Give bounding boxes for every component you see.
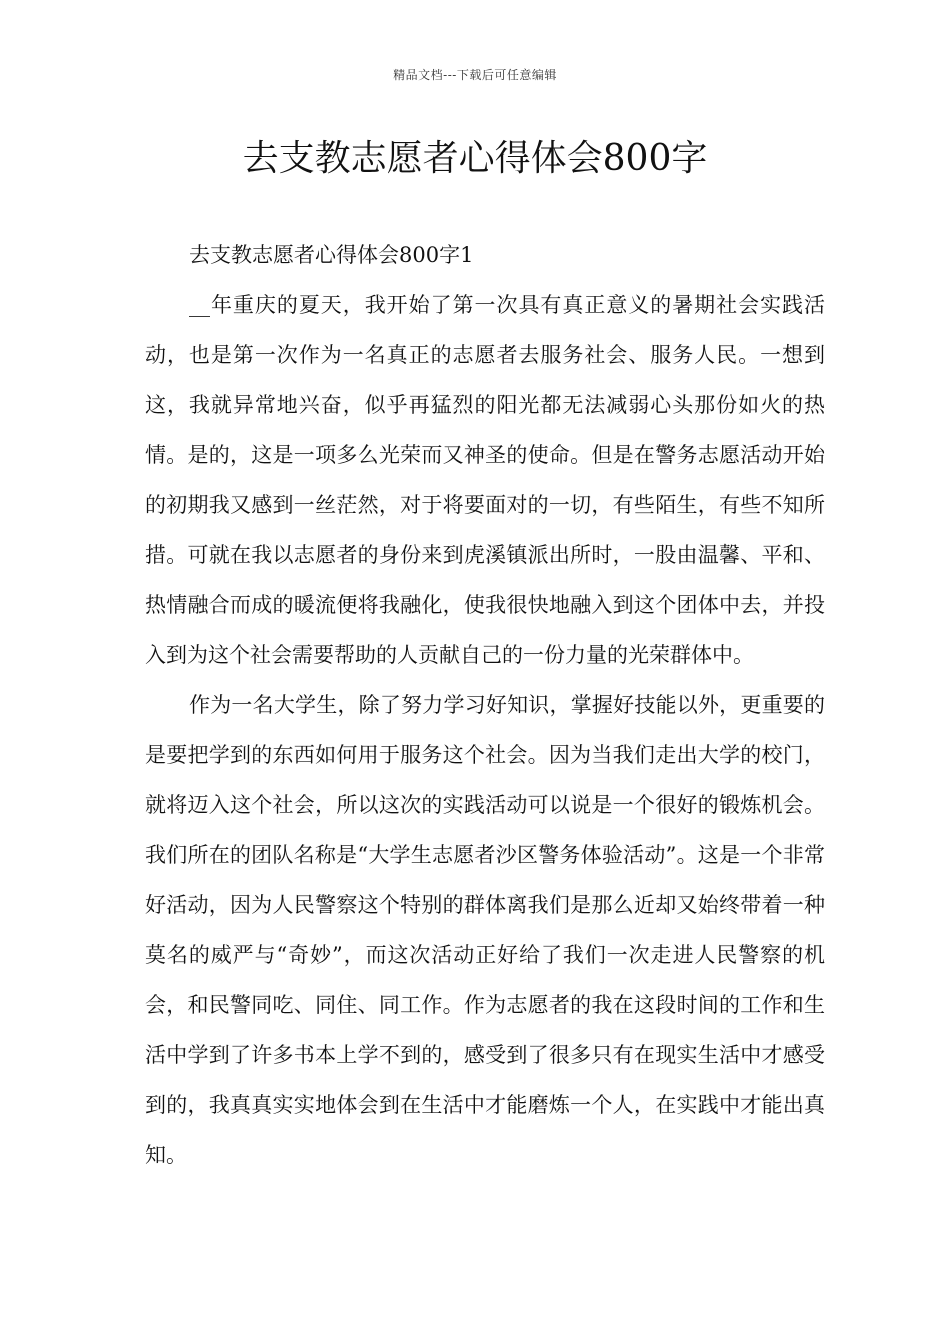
section-title: 去支教志愿者心得体会800字1 <box>189 243 474 267</box>
header-note: 精品文档---下载后可任意编辑 <box>393 68 557 82</box>
paragraph-1: __年重庆的夏天，我开始了第一次具有真正意义的暑期社会实践活动，也是第一次作为一名真正的志愿者去服务社会、服务人民。一想到这，我就异常地兴奋，似乎再猛烈的阳光都无法减弱心头那份如火的热情。是的，这是一项多么光荣而又神圣的使命。但是在警务志愿活动开始的初期我又感到一丝茫然，对于将要面对的一切，有些陌生，有些不知所措。可就在我以志愿者的身份来到虎溪镇派出所时，一股由温馨、平和、热情融合而成的暖流便将我融化，使我很快地融入到这个团体中去，并投入到为这个社会需要帮助的人贡献自己的一份力量的光荣群体中。 <box>145 293 825 667</box>
document-title: 去支教志愿者心得体会800字 <box>242 138 708 179</box>
paragraph-2: 作为一名大学生，除了努力学习好知识，掌握好技能以外，更重要的是要把学到的东西如何用于服务这个社会。因为当我们走出大学的校门，就将迈入这个社会，所以这次的实践活动可以说是一个很好的锻炼机会。我们所在的团队名称是“大学生志愿者沙区警务体验活动”。这是一个非常好活动，因为人民警察这个特别的群体离我们是那么近却又始终带着一种莫名的威严与“奇妙”，而这次活动正好给了我们一次走进人民警察的机会，和民警同吃、同住、同工作。作为志愿者的我在这段时间的工作和生活中学到了许多书本上学不到的，感受到了很多只有在现实生活中才感受到的，我真真实实地体会到在生活中才能磨炼一个人，在实践中才能出真知。 <box>145 693 825 1167</box>
document-body <box>145 230 825 1180</box>
